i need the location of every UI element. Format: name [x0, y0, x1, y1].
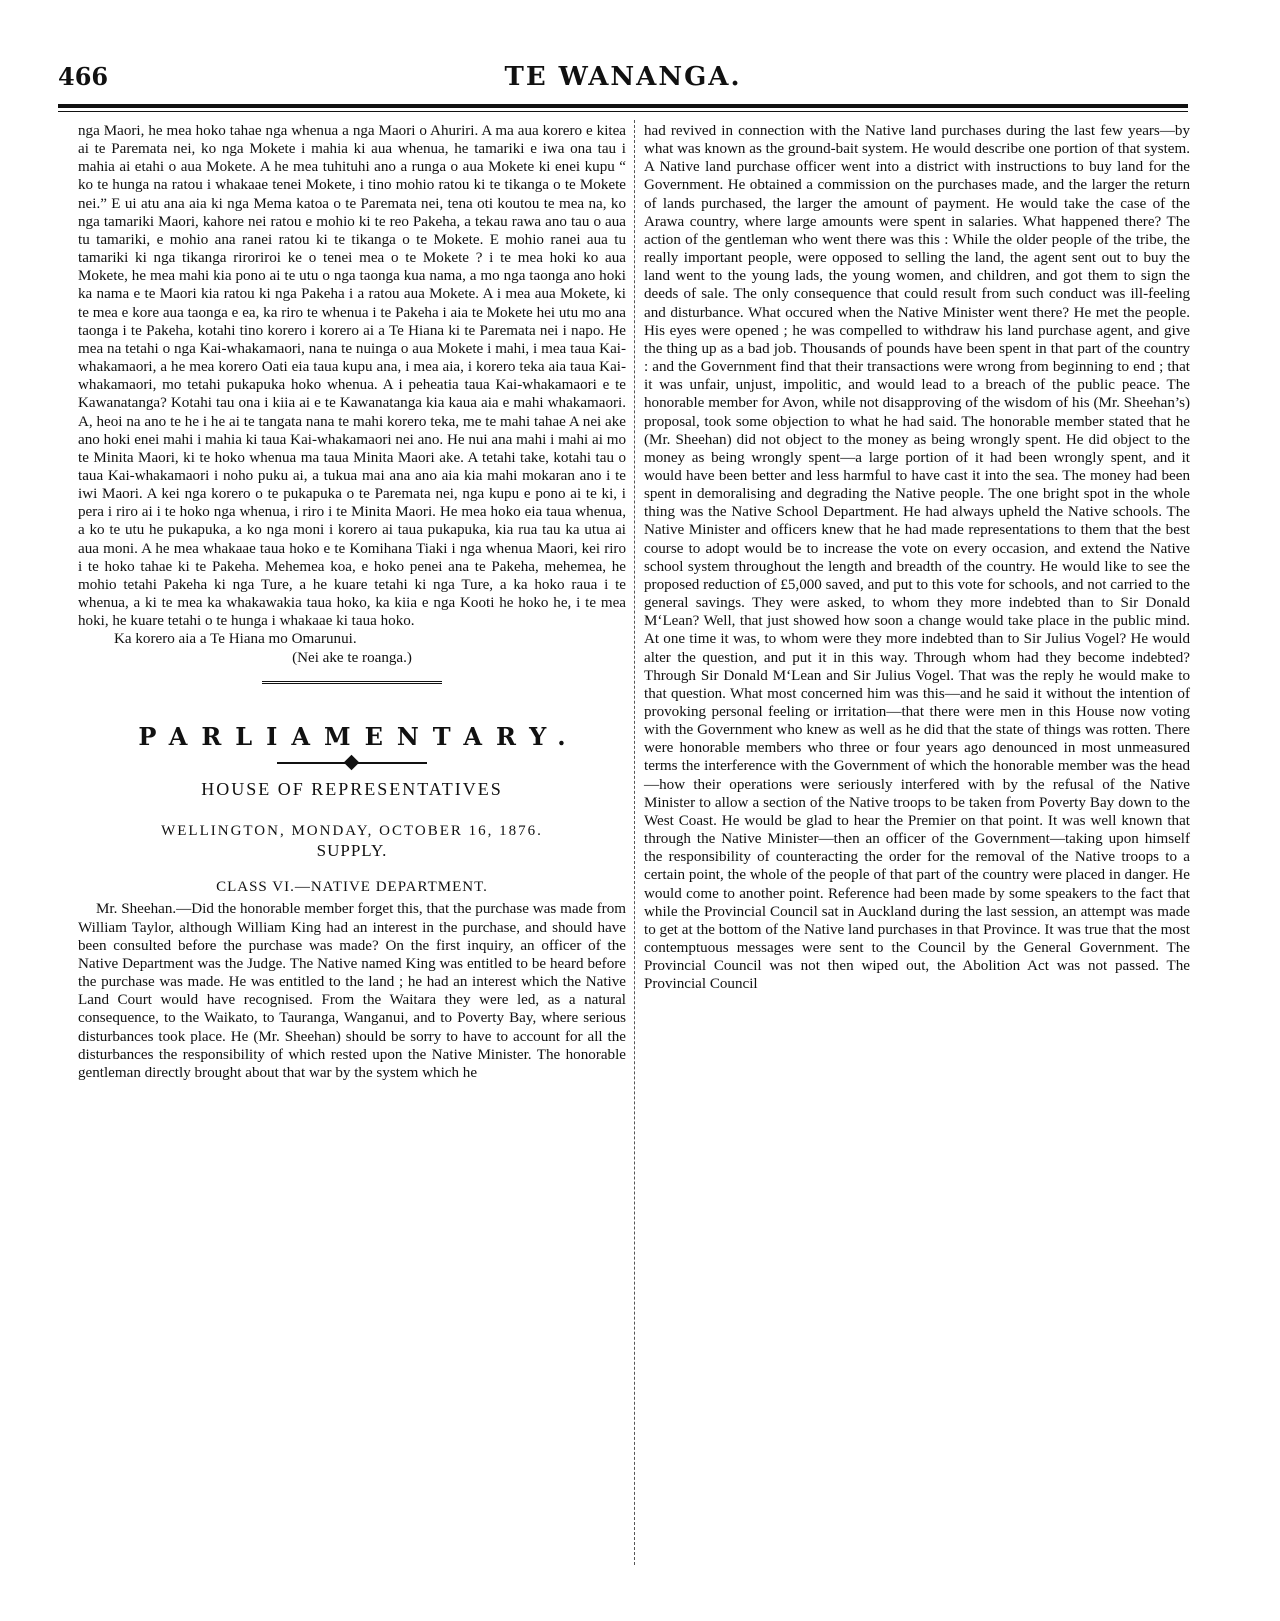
supply-heading: SUPPLY.: [316, 841, 388, 861]
header-rule-thin: [58, 111, 1188, 112]
section-heading: PARLIAMENTARY.: [138, 721, 580, 751]
right-column: [644, 122, 1190, 994]
dateline: WELLINGTON, MONDAY, OCTOBER 16, 1876.: [161, 823, 543, 839]
page-number: 466: [58, 62, 109, 91]
speech-text-right: had revived in connection with the Native land purchases during the last few years—by what was known as the ground-bait system. He would describe one portion of that system. A Native land purchase officer went into a district with instructions to buy land for the Government. He obtained a commission on the purchases made, and the larger the return of lands purchased, the larger the amount of payment. He would take the case of the Arawa country, where large amounts were spent in salaries. What happened there? The action of the gentleman who went there was this : While the older people of the tribe, the really important people, were opposed to selling the land, the agent sent out to buy the land went to the young lads, the young women, and children, and got them to sign the deeds of sale. The only consequence that could result from such conduct was ill-feeling and disturbance. What occured when the Native Minister went there? He met the people. His eyes were opened ; he was compelled to withdraw his land purchase agent, and give the thing up as a bad job. Thousands of pounds have been spent in that part of the country : and the Government find that their transactions were wrong from beginning to end ; that it was unfair, unjust, impolitic, and would lead to a breach of the public peace. The honorable member for Avon, while not disapproving of the wisdom of his (Mr. Sheehan’s) proposal, took some objection to what he had said. The honorable member stated that he (Mr. Sheehan) did not object to the money as being wrongly spent. He did object to the money as being wrongly spent—a large portion of it had been wrongly spent, and it would have been better and less harmful to have cast it into the sea. The money had been spent in demoralising and degrading the Native people. The one bright spot in the whole thing was the Native School Department. He had always upheld the Native schools. The Native Minister and officers knew that he had made representations to them that the best course to adopt would be to increase the vote on every occasion, and extend the Native school system throughout the length and breadth of the country. He would like to see the proposed reduction of £5,000 saved, and put to this vote for schools, and not carried to the general savings. They were asked, to whom they more indebted than to Sir Donald M‘Lean? Well, that just showed how soon a change would take place in the public mind. At one time it was, to whom were they more indebted than to Sir Julius Vogel? He would alter the question, and put it in this way. Through whom had they become indebted? Through Sir Donald M‘Lean and Sir Julius Vogel. That was the reply he would make to that question. What most concerned him was this—and he said it without the intention of provoking personal feeling or irritation—that there were men in this House now voting with the Government who knew as well as he did that the state of things was rotten. There were honorable members who three or four years ago denounced in most unmeasured terms the interference with the Government of which the honorable member was the head—how their operations were seriously interfered with by the refusal of the Native Minister to allow a section of the Native troops to be taken from Poverty Bay down to the West Coast. He would be glad to hear the Premier on that point. It was well known that through the Native Minister—then an officer of the Government—taking upon himself the responsibility of counteracting the order for the removal of the Native troops to a certain point, the whole of the people of that part of the country were placed in danger. He would come to another point. Reference had been made by some speakers to the fact that while the Provincial Council sat in Auckland during the last session, an attempt was made to get at the bottom of the Native land purchases in that Province. It was true that the most contemptuous messages were sent to the Council by the General Government. The Provincial Council was not then wiped out, the Abolition Act was not passed. The Provincial Council: [644, 123, 1190, 993]
article-signoff: Ka korero aia a Te Hiana mo Omarunui.: [114, 631, 357, 648]
speech-text-left: Mr. Sheehan.—Did the honorable member forget this, that the purchase was made from William Taylor, although William King had an interest in the purchase, and should have been consulted before the purchase was made? On the first inquiry, an officer of the Native Department was the Judge. The Native named King was entitled to be heard before the purchase was made. He was entitled to the land ; he had an interest which the Native Land Court would have recognised. From the Waitara they were led, as a natural consequence, to the Waikato, to Tauranga, Wanganui, and to Poverty Bay, where serious disturbances took place. He (Mr. Sheehan) should be sorry to have to account for all the disturbances the responsibility of which rested upon the Native Minister. The honorable gentleman directly brought about that war by the system which he: [78, 901, 626, 1081]
left-column: [78, 122, 626, 1082]
house-heading: HOUSE OF REPRESENTATIVES: [201, 778, 503, 799]
column-divider: [634, 120, 635, 1565]
header-rule: [58, 104, 1188, 108]
class-heading: CLASS VI.—NATIVE DEPARTMENT.: [216, 879, 488, 896]
continued-note: (Nei ake te roanga.): [292, 649, 412, 666]
journal-title: TE WANANGA.: [504, 62, 742, 92]
ornament-divider: [277, 756, 427, 770]
maori-article-text: nga Maori, he mea hoko tahae nga whenua a nga Maori o Ahuriri. A ma aua korero e kitea ai te Paremata nei, ko nga Mokete i mahia ki aua whenua, he tamariki e iwa ona tau i mahia ai etahi o aua Mokete. A he mea tuhituhi ano a runga o aua Mokete ki enei kupu “ ko te hunga na ratou i whakaae tenei Mokete, i tino mohio ratou ki te tikanga o te Mokete nei.” E ui atu ana aia ki nga Mema katoa o te Paremata nei, tena oti koutou te mea na, ko nga tamariki Maori, kahore nei ratou e mohio ki te reo Pakeha, a tekau rawa ano tau o aua tu tamariki, e mohio ana ranei ratou ki te tikanga o te Mokete. E mohio ranei aua tu tamariki ki nga tikanga riroriroi ke o tenei mea o te Mokete ? i te mea hoki ko aua Mokete, he mea mahi kia pono ai te utu o nga taonga kua nama, a mo nga taonga ano hoki ka nama e te Maori kia ratou ki nga Pakeha i a ratou aua Mokete. A i mea aua Mokete, ki te mea e kore aua taonga e ea, ka riro te whenua i te Pakeha i aia te Mokete hei utu mo ana taonga i te Pakeha, kotahi tino korero i korero ai a Te Hiana ki te Paremata nei i napo. He mea na tetahi o nga Kai-whakamaori, nana te nuinga o aua Mokete i mahi, i mea taua Kai-whakamaori, a he mea korero Oati eia taua kupu ana, i mea aia, i korero teka aia taua Kai-whakamaori, mo tetahi pukapuka hoko whenua. A i peheatia taua Kai-whakamaori e te Kawanatanga? Kotahi tau ona i kiia ai e te Kawanatanga kia kaua aia e mahi whakamaori. A, heoi na ano te he i he ai te tangata nana te mahi korero teka, me te mahi tahae A nei ake ano hoki enei mahi i mahia ki taua Kai-whakamaori nei ano. He nui ana mahi i mahi ai mo te Minita Maori, ki te hoko whenua ma taua Minita Maori ake. A tetahi take, kotahi tau o taua Kai-whakamaori i noho puku ai, a tukua mai ana ano aia kia mahi mokaran ano i te iwi Maori. A kei nga korero o te pukapuka o te Paremata nei, nga kupu e pono ai te ki, i pera i riro ai i te hoko nga whenua, i riro i te Minita Maori. He mea hoko eia taua whenua, a ko te utu he pukapuka, a ko nga moni i korero ai taua pukapuka, kia rua tau ka utua ai aua moni. A he mea whakaae taua hoko e te Komihana Tiaki i nga whenua Maori, kei riro i te hoko tahae ki te Pakeha. Mehemea koa, e hoko penei ana te Pakeha, mehemea, he mohio tetahi Pakeha ki nga Ture, a he kuare tetahi ki nga Ture, a ka hoko raua i te whenua, a ki te mea ka whakawakia taua hoko, ka kiia e nga Kooti he hoko he, i te mea hoki, he kuare tetahi o te hunga i whakaae ki taua hoko.: [78, 123, 626, 630]
page-header: [58, 62, 1188, 102]
section-separator: [262, 681, 442, 684]
